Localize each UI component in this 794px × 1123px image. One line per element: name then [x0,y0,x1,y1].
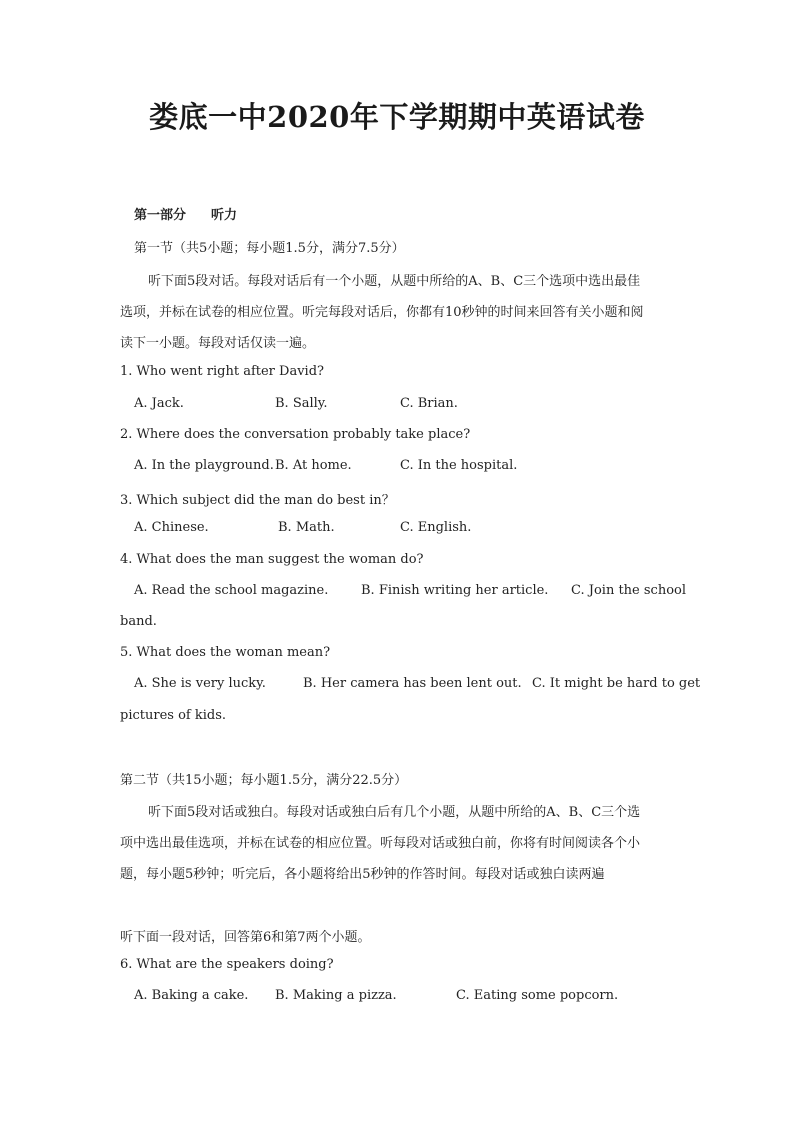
option-c: C. It might be hard to get [532,676,701,691]
section2-instruction-line: 听下面5段对话或独白。每段对话或独白后有几个小题，从题中所给的A、B、C三个选 [148,805,641,820]
option-b: B. Finish writing her article. [361,583,549,598]
option-c: C. Join the school [571,583,687,598]
question-stem: 1. Who went right after David? [120,364,324,379]
option-a: A. Jack. [134,396,184,411]
section1-instruction-line: 听下面5段对话。每段对话后有一个小题，从题中所给的A、B、C三个选项中选出最佳 [148,274,641,289]
option-c: C. English. [400,520,472,535]
section1-instruction-line: 选项，并标在试卷的相应位置。听完每段对话后，你都有10秒钟的时间来回答有关小题和阅 [120,305,644,320]
part-heading-number: 第一部分 [134,208,187,223]
section2-instruction-line: 项中选出最佳选项，并标在试卷的相应位置。听每段对话或独白前，你将有时间阅读各个小 [120,836,641,851]
section2-instruction-line: 题，每小题5秒钟；听完后，各小题将给出5秒钟的作答时间。每段对话或独白读两遍 [120,867,605,882]
option-a: A. In the playground. [134,458,274,473]
question-stem: 5. What does the woman mean? [120,645,331,660]
option-a: A. Chinese. [134,520,209,535]
section1-title: 第一节（共5小题；每小题1.5分，满分7.5分） [134,241,405,256]
option-a: A. Baking a cake. [134,988,249,1003]
option-b: B. Making a pizza. [275,988,397,1003]
dialogue-intro: 听下面一段对话，回答第6和第7两个小题。 [120,930,371,945]
option-b: B. Her camera has been lent out. [303,676,522,691]
option-b: B. Math. [278,520,335,535]
option-c: C. In the hospital. [400,458,518,473]
section1-instruction-line: 读下一小题。每段对话仅读一遍。 [120,336,316,351]
question-stem: 4. What does the man suggest the woman do? [120,552,424,567]
question-stem: 3. Which subject did the man do best in？ [120,493,395,508]
question-stem: 6. What are the speakers doing? [120,957,334,972]
question-stem: 2. Where does the conversation probably take place? [120,427,471,442]
option-b: B. At home. [275,458,352,473]
option-b: B. Sally. [275,396,328,411]
option-wrap-text: band. [120,614,157,629]
option-a: A. She is very lucky. [134,676,266,691]
option-wrap-text: pictures of kids. [120,708,226,723]
option-c: C. Brian. [400,396,458,411]
option-c: C. Eating some popcorn. [456,988,619,1003]
section2-title: 第二节（共15小题；每小题1.5分，满分22.5分） [120,773,408,788]
page-title: 娄底一中2020年下学期期中英语试卷 [149,100,645,134]
option-a: A. Read the school magazine. [134,583,329,598]
part-heading-name: 听力 [211,208,238,223]
